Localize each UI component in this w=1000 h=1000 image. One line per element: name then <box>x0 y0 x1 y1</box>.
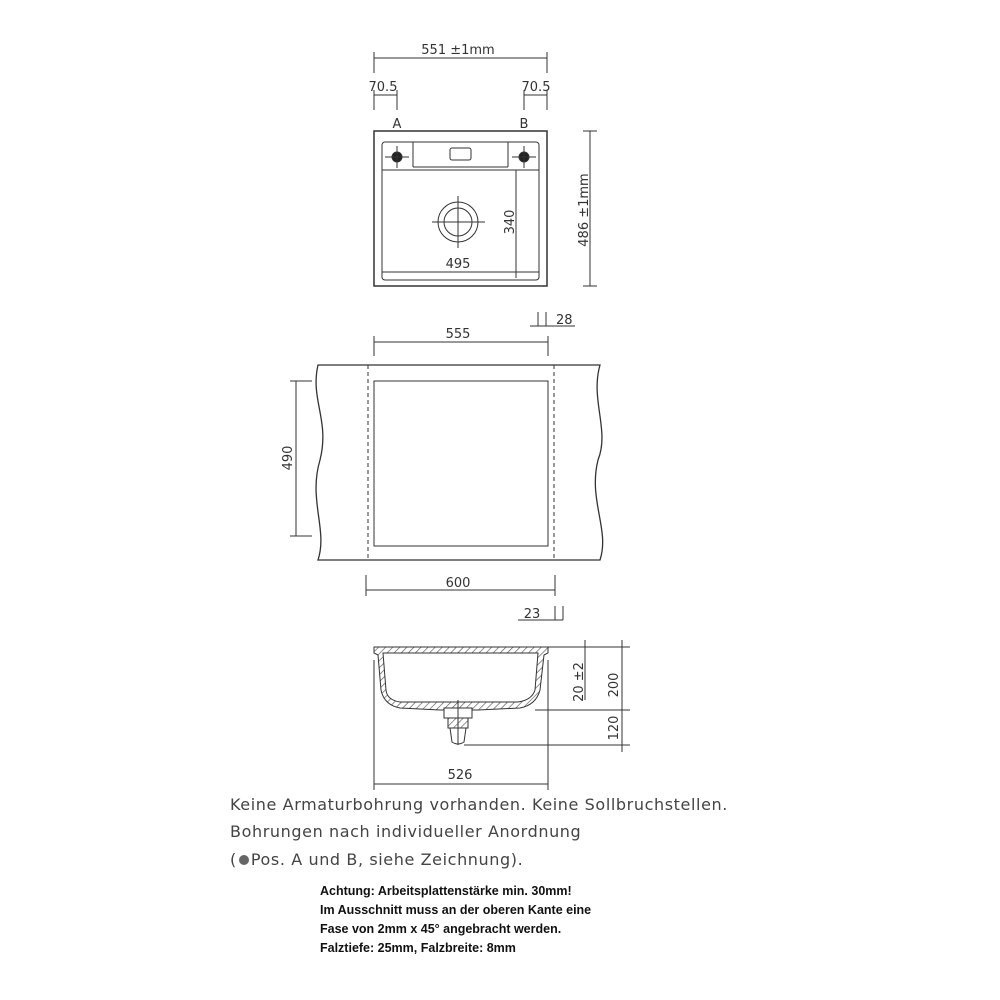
width-dimension: 551 ±1mm <box>421 43 495 58</box>
note-line-1: Keine Armaturbohrung vorhanden. Keine Sollbruchstellen. <box>230 795 728 814</box>
tap-hole-a-icon <box>385 146 409 168</box>
warning-line-4: Falztiefe: 25mm, Falzbreite: 8mm <box>320 941 516 955</box>
inner-width-dimension: 495 <box>445 257 471 272</box>
section-view <box>374 606 630 790</box>
depth-dimension: 200 <box>607 672 622 698</box>
rim-width-dimension: 23 <box>523 607 541 622</box>
rim-height-dimension: 20 ±2 <box>572 662 587 702</box>
warning-line-1: Achtung: Arbeitsplattenstärke min. 30mm! <box>320 884 572 898</box>
cutout-depth-dimension: 490 <box>281 445 296 471</box>
note-line-3-text: Pos. A und B, siehe Zeichnung). <box>250 850 524 869</box>
top-view <box>374 52 597 286</box>
tap-hole-b-icon <box>512 146 536 168</box>
inner-height-dimension: 340 <box>503 209 518 235</box>
cutout-view <box>290 312 603 596</box>
right-offset-dimension: 70.5 <box>521 80 551 95</box>
note-line-3 <box>230 850 523 869</box>
position-b-label: B <box>519 117 529 132</box>
warning-line-3: Fase von 2mm x 45° angebracht werden. <box>320 922 562 936</box>
drain-depth-dimension: 120 <box>607 715 622 741</box>
note-line-2: Bohrungen nach individueller Anordnung <box>230 822 582 841</box>
cutout-width-dimension: 555 <box>445 327 471 342</box>
position-a-label: A <box>392 117 402 132</box>
drain-icon <box>432 196 485 248</box>
note-paren: ( <box>230 850 237 869</box>
left-offset-dimension: 70.5 <box>368 80 398 95</box>
bottom-width-dimension: 526 <box>447 768 473 783</box>
overflow-slot-icon <box>450 148 471 160</box>
warning-line-2: Im Ausschnitt muss an der oberen Kante eine <box>320 903 592 917</box>
hole-marker-icon <box>239 855 249 865</box>
height-dimension: 486 ±1mm <box>577 173 592 247</box>
rebate-width-dimension: 28 <box>556 313 573 328</box>
cabinet-width-dimension: 600 <box>445 576 471 591</box>
